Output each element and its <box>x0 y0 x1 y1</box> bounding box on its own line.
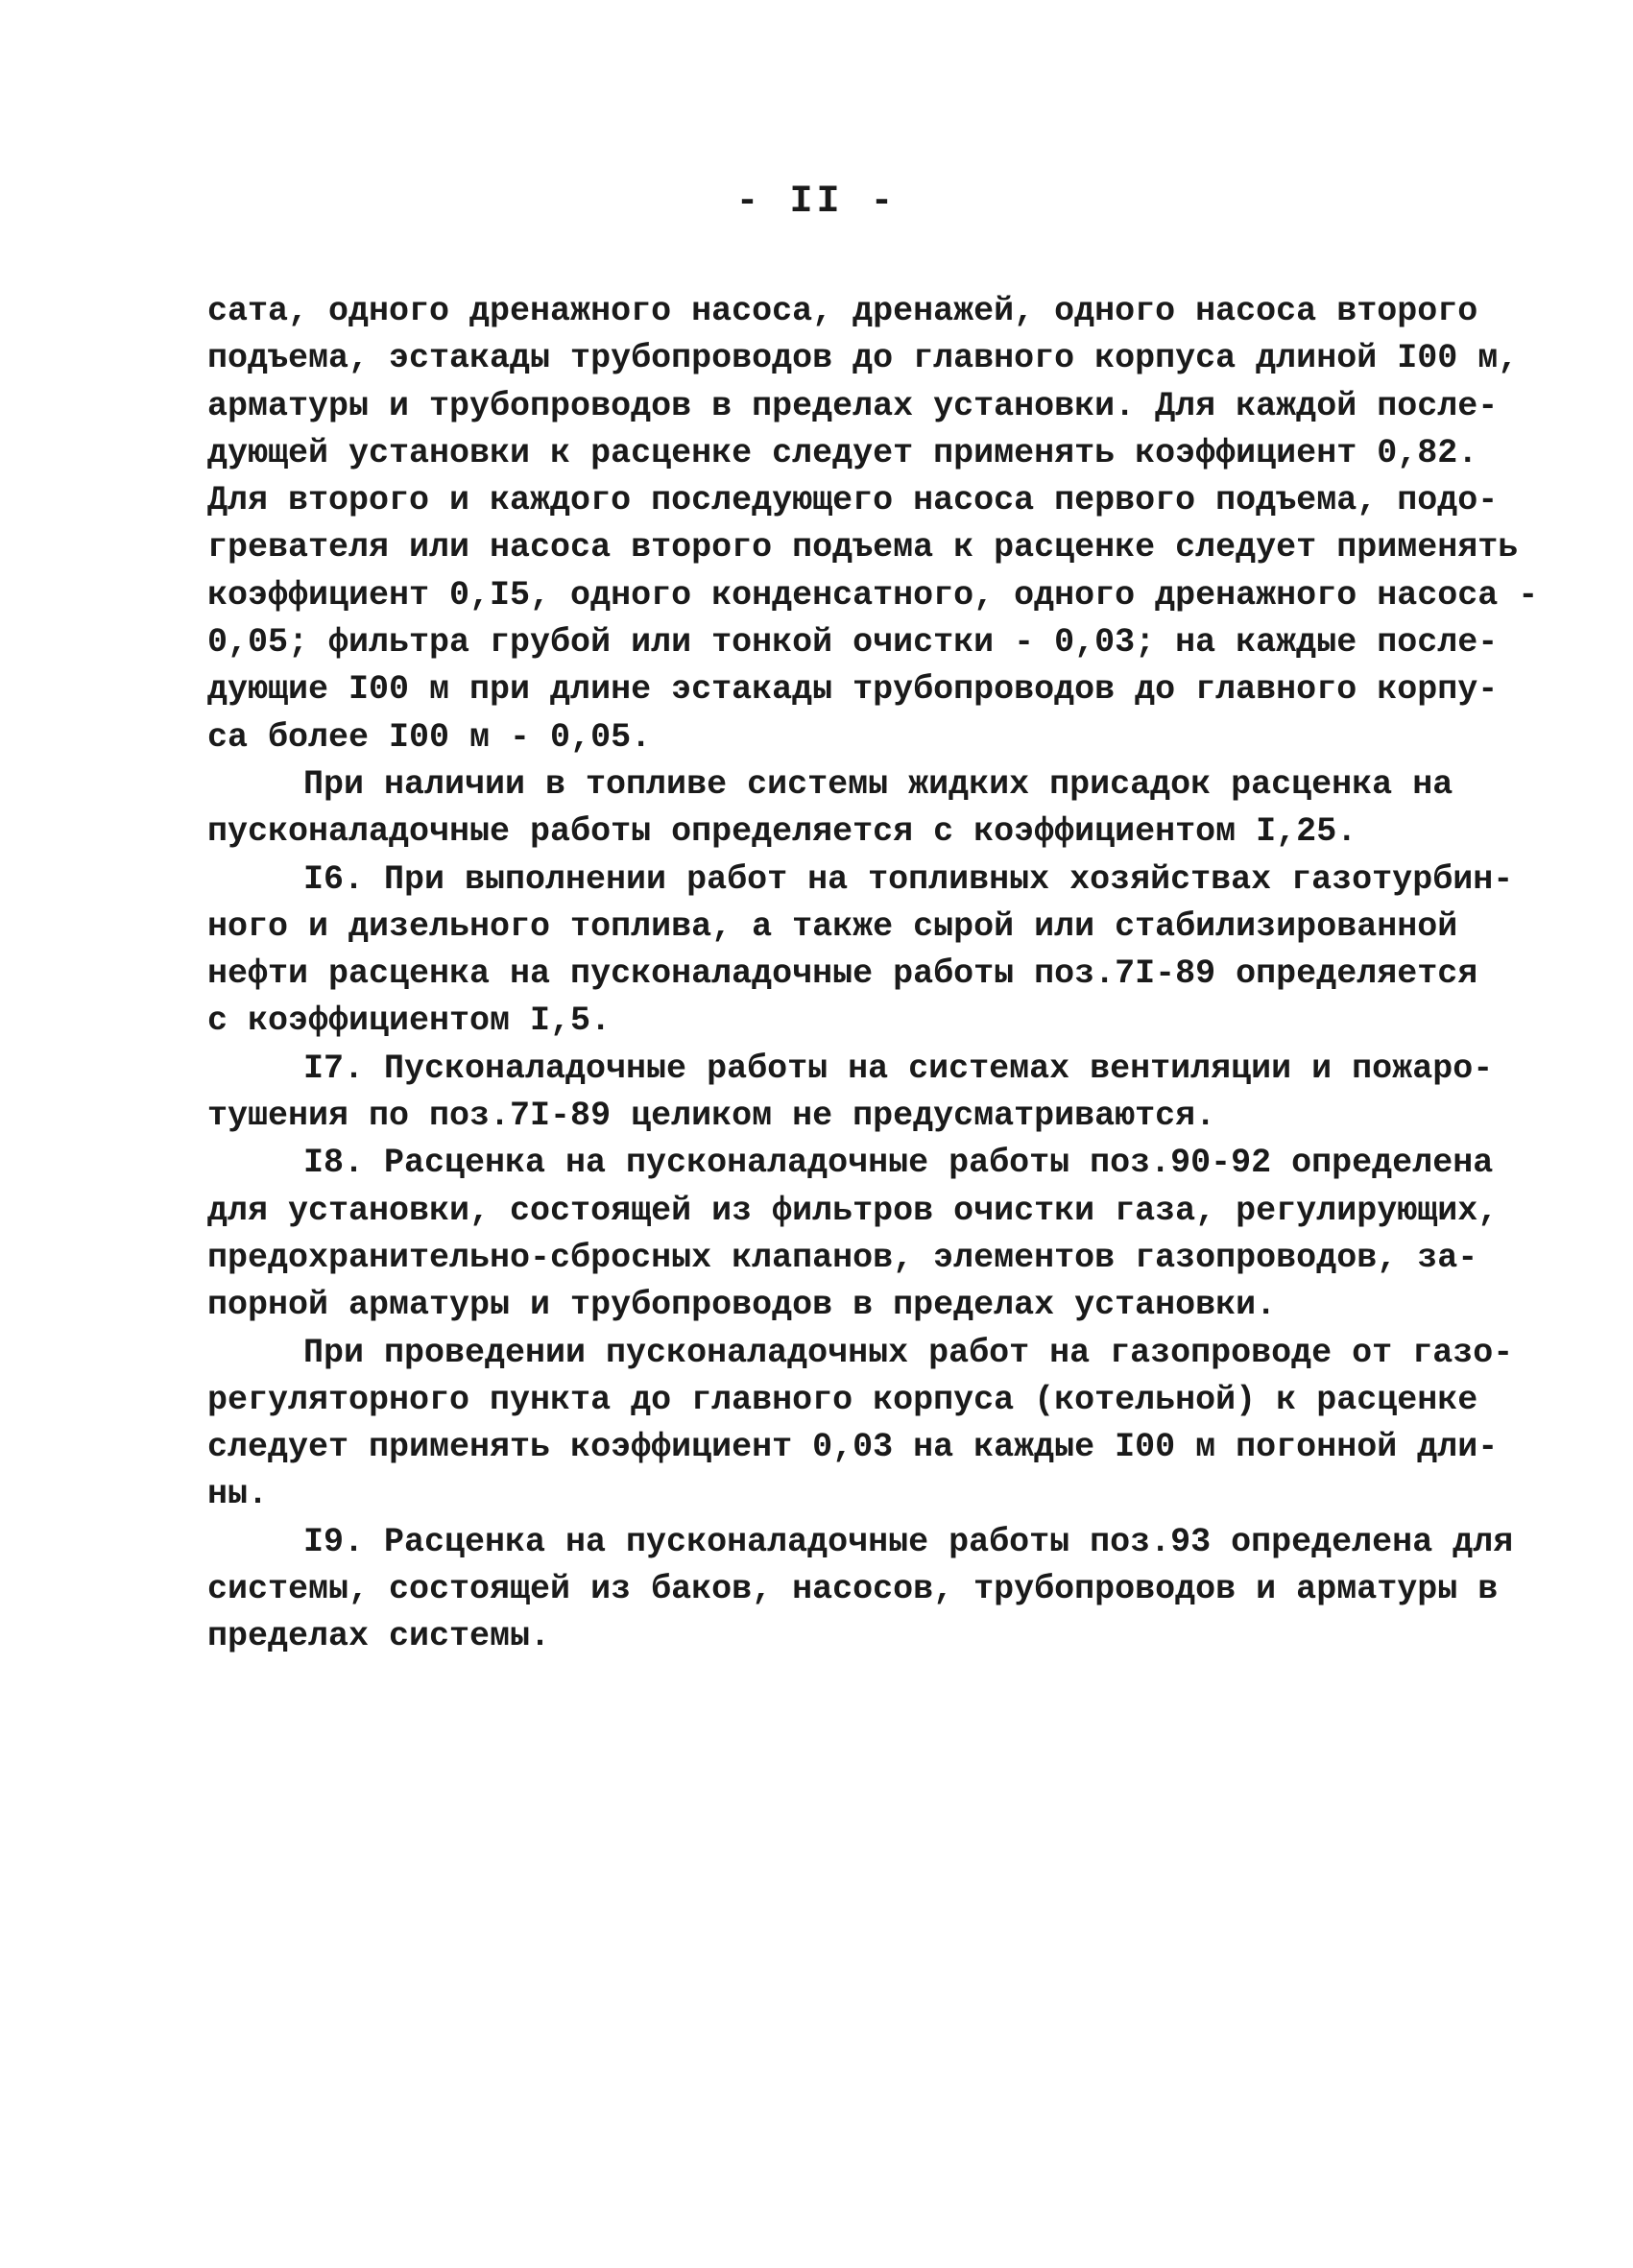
text-line: Для второго и каждого последующего насоса первого подъема, подо- <box>207 481 1499 520</box>
text-line: ного и дизельного топлива, а также сырой или стабилизированной <box>207 906 1458 946</box>
text-line: следует применять коэффициент 0,03 на каждые I00 м погонной дли- <box>207 1428 1499 1467</box>
page-number: - II - <box>735 181 898 224</box>
text-line: ны. <box>207 1475 269 1514</box>
text-line: дующие I00 м при длине эстакады трубопроводов до главного корпу- <box>207 670 1499 710</box>
text-line: порной арматуры и трубопроводов в пределах установки. <box>207 1286 1277 1325</box>
text-line: сата, одного дренажного насоса, дренажей, одного насоса второго <box>207 292 1478 330</box>
paragraph-first-line: I9. Расценка на пусконаладочные работы поз.93 определена для <box>303 1522 1514 1561</box>
text-line: регуляторного пункта до главного корпуса (котельной) к расценке <box>207 1380 1478 1419</box>
paragraph-first-line: I6. При выполнении работ на топливных хозяйствах газотурбин- <box>303 859 1514 899</box>
text-line: пусконаладочные работы определяется с коэффициентом I,25. <box>207 812 1357 852</box>
text-line: подъема, эстакады трубопроводов до главного корпуса длиной I00 м, <box>207 339 1519 378</box>
text-line: 0,05; фильтра грубой или тонкой очистки - 0,03; на каждые после- <box>207 623 1499 663</box>
paragraph-first-line: При проведении пусконаладочных работ на газопроводе от газо- <box>303 1333 1514 1372</box>
text-line: предохранительно-сбросных клапанов, элементов газопроводов, за- <box>207 1238 1478 1277</box>
text-line: с коэффициентом I,5. <box>207 1001 612 1041</box>
text-line: коэффициент 0,I5, одного конденсатного, одного дренажного насоса - <box>207 575 1539 615</box>
paragraph-first-line: I8. Расценка на пусконаладочные работы поз.90-92 определена <box>303 1144 1494 1183</box>
text-line: системы, состоящей из баков, насосов, трубопроводов и арматуры в <box>207 1570 1499 1609</box>
paragraph-first-line: I7. Пусконаладочные работы на системах вентиляции и пожаро- <box>303 1049 1494 1088</box>
text-line: пределах системы. <box>207 1617 551 1656</box>
paragraph-first-line: При наличии в топливе системы жидких присадок расценка на <box>303 764 1453 804</box>
text-line: нефти расценка на пусконаладочные работы поз.7I-89 определяется <box>207 954 1478 994</box>
text-line: дующей установки к расценке следует применять коэффициент 0,82. <box>207 433 1478 472</box>
body-text <box>207 288 1539 1661</box>
text-line: са более I00 м - 0,05. <box>207 717 652 757</box>
text-line: тушения по поз.7I-89 целиком не предусматриваются. <box>207 1097 1216 1136</box>
text-line: арматуры и трубопроводов в пределах установки. Для каждой после- <box>207 386 1499 425</box>
text-line: для установки, состоящей из фильтров очистки газа, регулирующих, <box>207 1191 1499 1230</box>
text-line: гревателя или насоса второго подъема к расценке следует применять <box>207 528 1519 567</box>
